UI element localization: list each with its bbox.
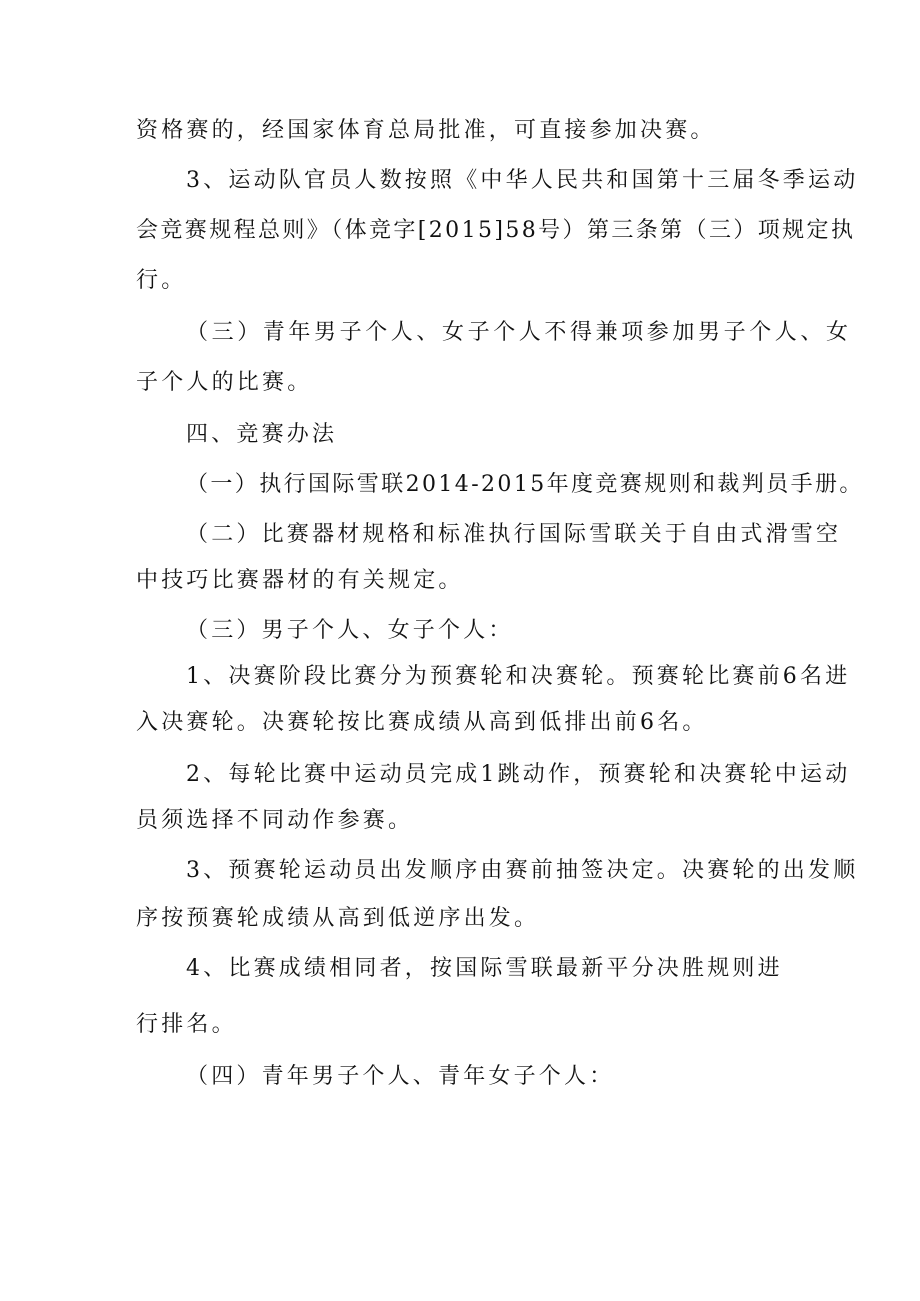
paragraph-line: 2、每轮比赛中运动员完成1跳动作，预赛轮和决赛轮中运动: [186, 762, 851, 787]
paragraph-line: 子个人的比赛。: [136, 370, 313, 395]
paragraph-line: （三）男子个人、女子个人：: [186, 618, 514, 643]
paragraph-line: 入决赛轮。决赛轮按比赛成绩从高到低排出前6名。: [136, 710, 708, 735]
paragraph-line: 3、预赛轮运动员出发顺序由赛前抽签决定。决赛轮的出发顺: [186, 858, 859, 883]
paragraph-line: （四）青年男子个人、青年女子个人：: [186, 1064, 615, 1089]
paragraph-line: 行。: [136, 268, 187, 293]
paragraph-line: 4、比赛成绩相同者，按国际雪联最新平分决胜规则进: [186, 956, 783, 981]
paragraph-line: （二）比赛器材规格和标准执行国际雪联关于自由式滑雪空: [186, 522, 842, 547]
paragraph-line: 行排名。: [136, 1012, 237, 1037]
paragraph-line: 中技巧比赛器材的有关规定。: [136, 568, 464, 593]
paragraph-line: 序按预赛轮成绩从高到低逆序出发。: [136, 906, 540, 931]
paragraph-line: （三）青年男子个人、女子个人不得兼项参加男子个人、女: [186, 320, 852, 345]
paragraph-line: 3、运动队官员人数按照《中华人民共和国第十三届冬季运动: [186, 168, 859, 193]
paragraph-line: 会竞赛规程总则》（体竞字[2015]58号）第三条第（三）项规定执: [136, 218, 856, 243]
paragraph-line: 1、决赛阶段比赛分为预赛轮和决赛轮。预赛轮比赛前6名进: [186, 664, 851, 689]
paragraph-line: （一）执行国际雪联2014-2015年度竞赛规则和裁判员手册。: [186, 472, 864, 497]
section-heading: 四、竞赛办法: [186, 422, 338, 447]
paragraph-line: 员须选择不同动作参赛。: [136, 808, 414, 833]
paragraph-line: 资格赛的，经国家体育总局批准，可直接参加决赛。: [136, 118, 716, 143]
